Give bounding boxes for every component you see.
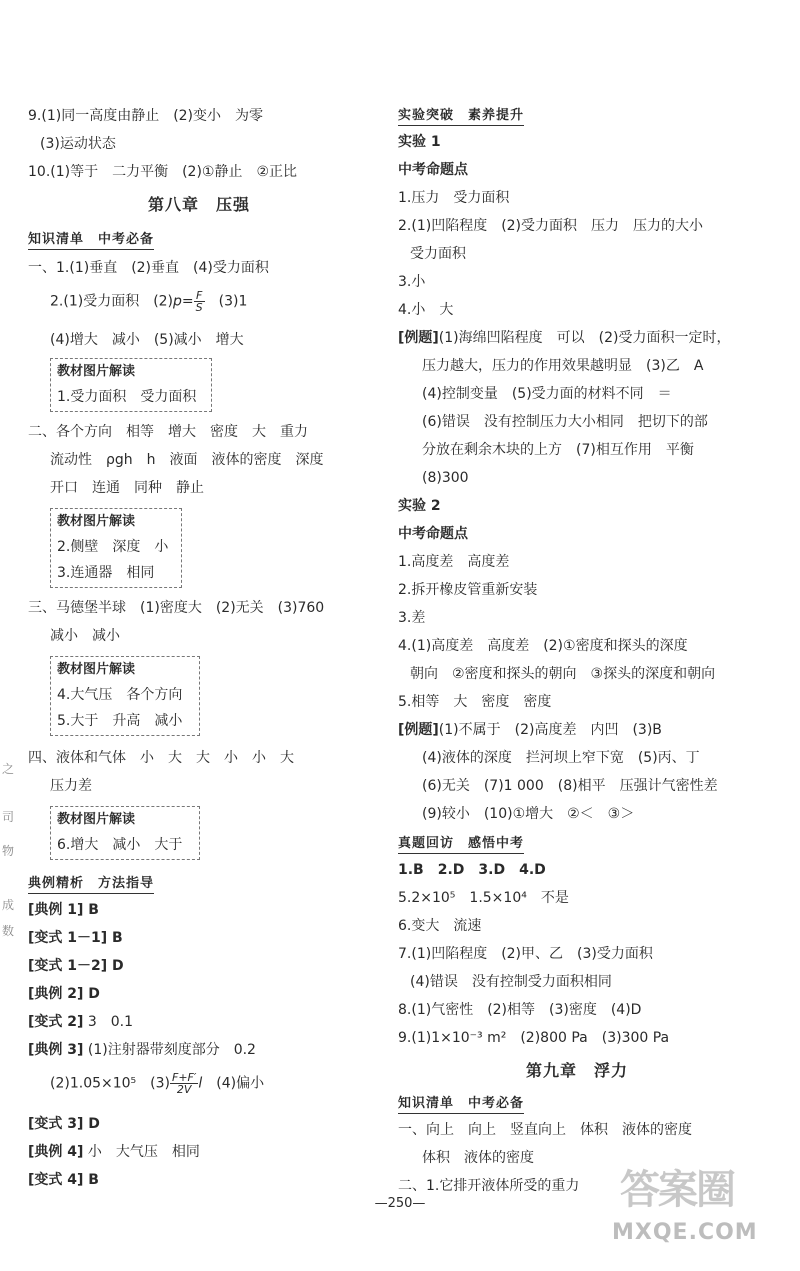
answer-line: (4)控制变量 (5)受力面的材料不同 ＝ bbox=[422, 386, 672, 402]
watermark-text: 答案圈 bbox=[620, 1166, 734, 1213]
formula-p: p= bbox=[173, 293, 194, 310]
textbook-figure-box bbox=[50, 358, 212, 412]
example-answer: B bbox=[107, 930, 123, 946]
variant-tag: [变式 1－1] bbox=[28, 930, 108, 946]
answer-line: 3.差 bbox=[398, 610, 426, 626]
answer-line-formula bbox=[50, 290, 247, 313]
answer-line: (6)错误 没有控制压力大小相同 把切下的部 bbox=[422, 414, 708, 430]
answer-line: 10.(1)等于 二力平衡 (2)①静止 ②正比 bbox=[28, 164, 298, 180]
fraction-denominator: S bbox=[195, 301, 203, 314]
answer-line: (4)增大 减小 (5)减小 增大 bbox=[50, 332, 244, 348]
textbook-figure-box bbox=[50, 656, 200, 736]
answer-line: 流动性 ρgh h 液面 液体的密度 深度 bbox=[50, 452, 324, 468]
answer-line: 二、1.它排开液体所受的重力 bbox=[398, 1178, 580, 1194]
box-title: 教材图片解读 bbox=[57, 662, 136, 677]
answer-line: 9.(1)同一高度由静止 (2)变小 为零 bbox=[28, 108, 264, 124]
example-tag: [典例 3] bbox=[28, 1042, 84, 1058]
answer-line: 8.(1)气密性 (2)相等 (3)密度 (4)D bbox=[398, 1002, 642, 1018]
edge-char: 成 bbox=[2, 898, 15, 912]
answer-line: 二、各个方向 相等 增大 密度 大 重力 bbox=[28, 424, 308, 440]
answer-line: 受力面积 bbox=[410, 246, 466, 262]
answer-line: 2.拆开橡皮管重新安装 bbox=[398, 582, 538, 598]
watermark-logo bbox=[612, 1158, 782, 1258]
answer-line: 1.高度差 高度差 bbox=[398, 554, 510, 570]
section-heading-examples: 典例精析 方法指导 bbox=[28, 872, 154, 894]
answer-line: 减小 减小 bbox=[50, 628, 120, 644]
example-line bbox=[28, 1114, 100, 1134]
edge-char: 物 bbox=[2, 844, 15, 858]
box-line: 4.大气压 各个方向 bbox=[57, 687, 183, 703]
example-line bbox=[398, 720, 662, 740]
answer-line: 分放在剩余木块的上方 (7)相互作用 平衡 bbox=[422, 442, 694, 458]
section-heading-knowledge: 知识清单 中考必备 bbox=[28, 228, 154, 250]
answer-line: 三、马德堡半球 (1)密度大 (2)无关 (3)760 bbox=[28, 600, 325, 616]
box-line: 5.大于 升高 减小 bbox=[57, 713, 183, 729]
formula-prefix: (2)1.05×10⁵ (3) bbox=[50, 1075, 170, 1092]
answer-line: 1.压力 受力面积 bbox=[398, 190, 510, 206]
example-tag: [典例 4] bbox=[28, 1144, 84, 1160]
textbook-figure-box bbox=[50, 806, 200, 860]
answer-line: 一、1.(1)垂直 (2)垂直 (4)受力面积 bbox=[28, 260, 269, 276]
experiment-title: 实验 1 bbox=[398, 134, 441, 150]
fraction-denominator: 2V bbox=[176, 1083, 192, 1096]
answer-line: 开口 连通 同种 静止 bbox=[50, 480, 204, 496]
example-answer: (1)海绵凹陷程度 可以 (2)受力面积一定时， bbox=[438, 330, 731, 346]
example-line bbox=[28, 928, 123, 948]
example-tag: [典例 2] bbox=[28, 986, 84, 1002]
section-heading-past-exams: 真题回访 感悟中考 bbox=[398, 832, 524, 854]
variant-tag: [变式 1－2] bbox=[28, 958, 108, 974]
example-answer: 3 0.1 bbox=[83, 1014, 134, 1030]
fraction-f-plus-f-over-2v bbox=[170, 1072, 198, 1095]
answer-line: (3)运动状态 bbox=[40, 136, 116, 152]
example-tag: [典例 1] bbox=[28, 902, 84, 918]
subheading: 中考命题点 bbox=[398, 162, 468, 178]
answer-line: 7.(1)凹陷程度 (2)甲、乙 (3)受力面积 bbox=[398, 946, 653, 962]
answer-line: 6.变大 流速 bbox=[398, 918, 482, 934]
formula-suffix: (4)偏小 bbox=[202, 1075, 265, 1092]
example-line bbox=[28, 1142, 200, 1162]
answer-line: 2.(1)凹陷程度 (2)受力面积 压力 压力的大小 bbox=[398, 218, 704, 234]
answer-line: 4.小 大 bbox=[398, 302, 454, 318]
example-line bbox=[28, 956, 124, 976]
box-line: 6.增大 减小 大于 bbox=[57, 837, 183, 853]
chapter-9-title: 第九章 浮力 bbox=[526, 1061, 629, 1080]
fraction-numerator: F+F′ bbox=[172, 1071, 197, 1084]
answer-line: (9)较小 (10)①增大 ②＜ ③＞ bbox=[422, 806, 635, 822]
answer-line: 一、向上 向上 竖直向上 体积 液体的密度 bbox=[398, 1122, 692, 1138]
example-line-formula bbox=[50, 1072, 264, 1095]
answer-line: 4.(1)高度差 高度差 (2)①密度和探头的深度 bbox=[398, 638, 688, 654]
example-line bbox=[398, 328, 730, 348]
section-heading-knowledge: 知识清单 中考必备 bbox=[398, 1092, 524, 1114]
subheading: 中考命题点 bbox=[398, 526, 468, 542]
edge-char: 数 bbox=[2, 924, 15, 938]
variant-tag: [变式 2] bbox=[28, 1014, 84, 1030]
example-answer: (1)不属于 (2)高度差 内凹 (3)B bbox=[438, 722, 662, 738]
fraction-f-over-s bbox=[194, 290, 205, 313]
answer-line: (4)错误 没有控制受力面积相同 bbox=[410, 974, 612, 990]
example-line bbox=[28, 900, 99, 920]
answer-line: 5.相等 大 密度 密度 bbox=[398, 694, 552, 710]
answer-line: (8)300 bbox=[422, 470, 469, 486]
example-answer: D bbox=[107, 958, 124, 974]
example-answer: D bbox=[83, 986, 100, 1002]
example-tag: [例题] bbox=[398, 330, 439, 346]
answer-line: 压力越大，压力的作用效果越明显 (3)乙 A bbox=[422, 358, 704, 374]
answer-line: 体积 液体的密度 bbox=[422, 1150, 534, 1166]
example-line bbox=[28, 1040, 256, 1060]
answer-line: 3.小 bbox=[398, 274, 426, 290]
answer-line: 9.(1)1×10⁻³ m² (2)800 Pa (3)300 Pa bbox=[398, 1030, 670, 1046]
example-line bbox=[28, 1012, 133, 1032]
watermark-url: MXQE.COM bbox=[612, 1220, 758, 1245]
fraction-numerator: F bbox=[194, 290, 205, 302]
chapter-8-title: 第八章 压强 bbox=[148, 195, 251, 214]
box-title: 教材图片解读 bbox=[57, 812, 136, 827]
example-answer: 小 大气压 相同 bbox=[83, 1144, 200, 1160]
edge-char: 司 bbox=[2, 810, 15, 824]
answer-line: (6)无关 (7)1 000 (8)相平 压强计气密性差 bbox=[422, 778, 718, 794]
box-title: 教材图片解读 bbox=[57, 364, 136, 379]
answer-line: (4)液体的深度 拦河坝上窄下宽 (5)丙、丁 bbox=[422, 750, 700, 766]
variant-tag: [变式 4] bbox=[28, 1172, 84, 1188]
example-answer: B bbox=[83, 902, 99, 918]
textbook-figure-box bbox=[50, 508, 182, 588]
example-tag: [例题] bbox=[398, 722, 439, 738]
box-title: 教材图片解读 bbox=[57, 514, 136, 529]
box-line: 2.侧壁 深度 小 bbox=[57, 539, 169, 555]
answer-line: 5.2×10⁵ 1.5×10⁴ 不是 bbox=[398, 890, 569, 906]
edge-char: 之 bbox=[2, 762, 15, 776]
example-line bbox=[28, 1170, 99, 1190]
answer-line: 四、液体和气体 小 大 大 小 小 大 bbox=[28, 750, 294, 766]
example-answer: (1)注射器带刻度部分 0.2 bbox=[83, 1042, 256, 1058]
page-number: —250— bbox=[374, 1196, 426, 1211]
answer-line: 朝向 ②密度和探头的朝向 ③探头的深度和朝向 bbox=[410, 666, 716, 682]
answer-line: 1.B 2.D 3.D 4.D bbox=[398, 862, 546, 878]
example-answer: B bbox=[83, 1172, 99, 1188]
left-edge-bleed bbox=[0, 0, 14, 1271]
box-line: 3.连通器 相同 bbox=[57, 565, 155, 581]
answer-line: 压力差 bbox=[50, 778, 92, 794]
formula-suffix: (3)1 bbox=[204, 293, 248, 310]
example-line bbox=[28, 984, 100, 1004]
formula-l: l bbox=[198, 1075, 203, 1092]
box-line: 1.受力面积 受力面积 bbox=[57, 389, 197, 405]
section-heading-experiments: 实验突破 素养提升 bbox=[398, 104, 524, 126]
experiment-title: 实验 2 bbox=[398, 498, 441, 514]
variant-tag: [变式 3] bbox=[28, 1116, 84, 1132]
formula-prefix: 2.(1)受力面积 (2) bbox=[50, 293, 174, 310]
example-answer: D bbox=[83, 1116, 100, 1132]
